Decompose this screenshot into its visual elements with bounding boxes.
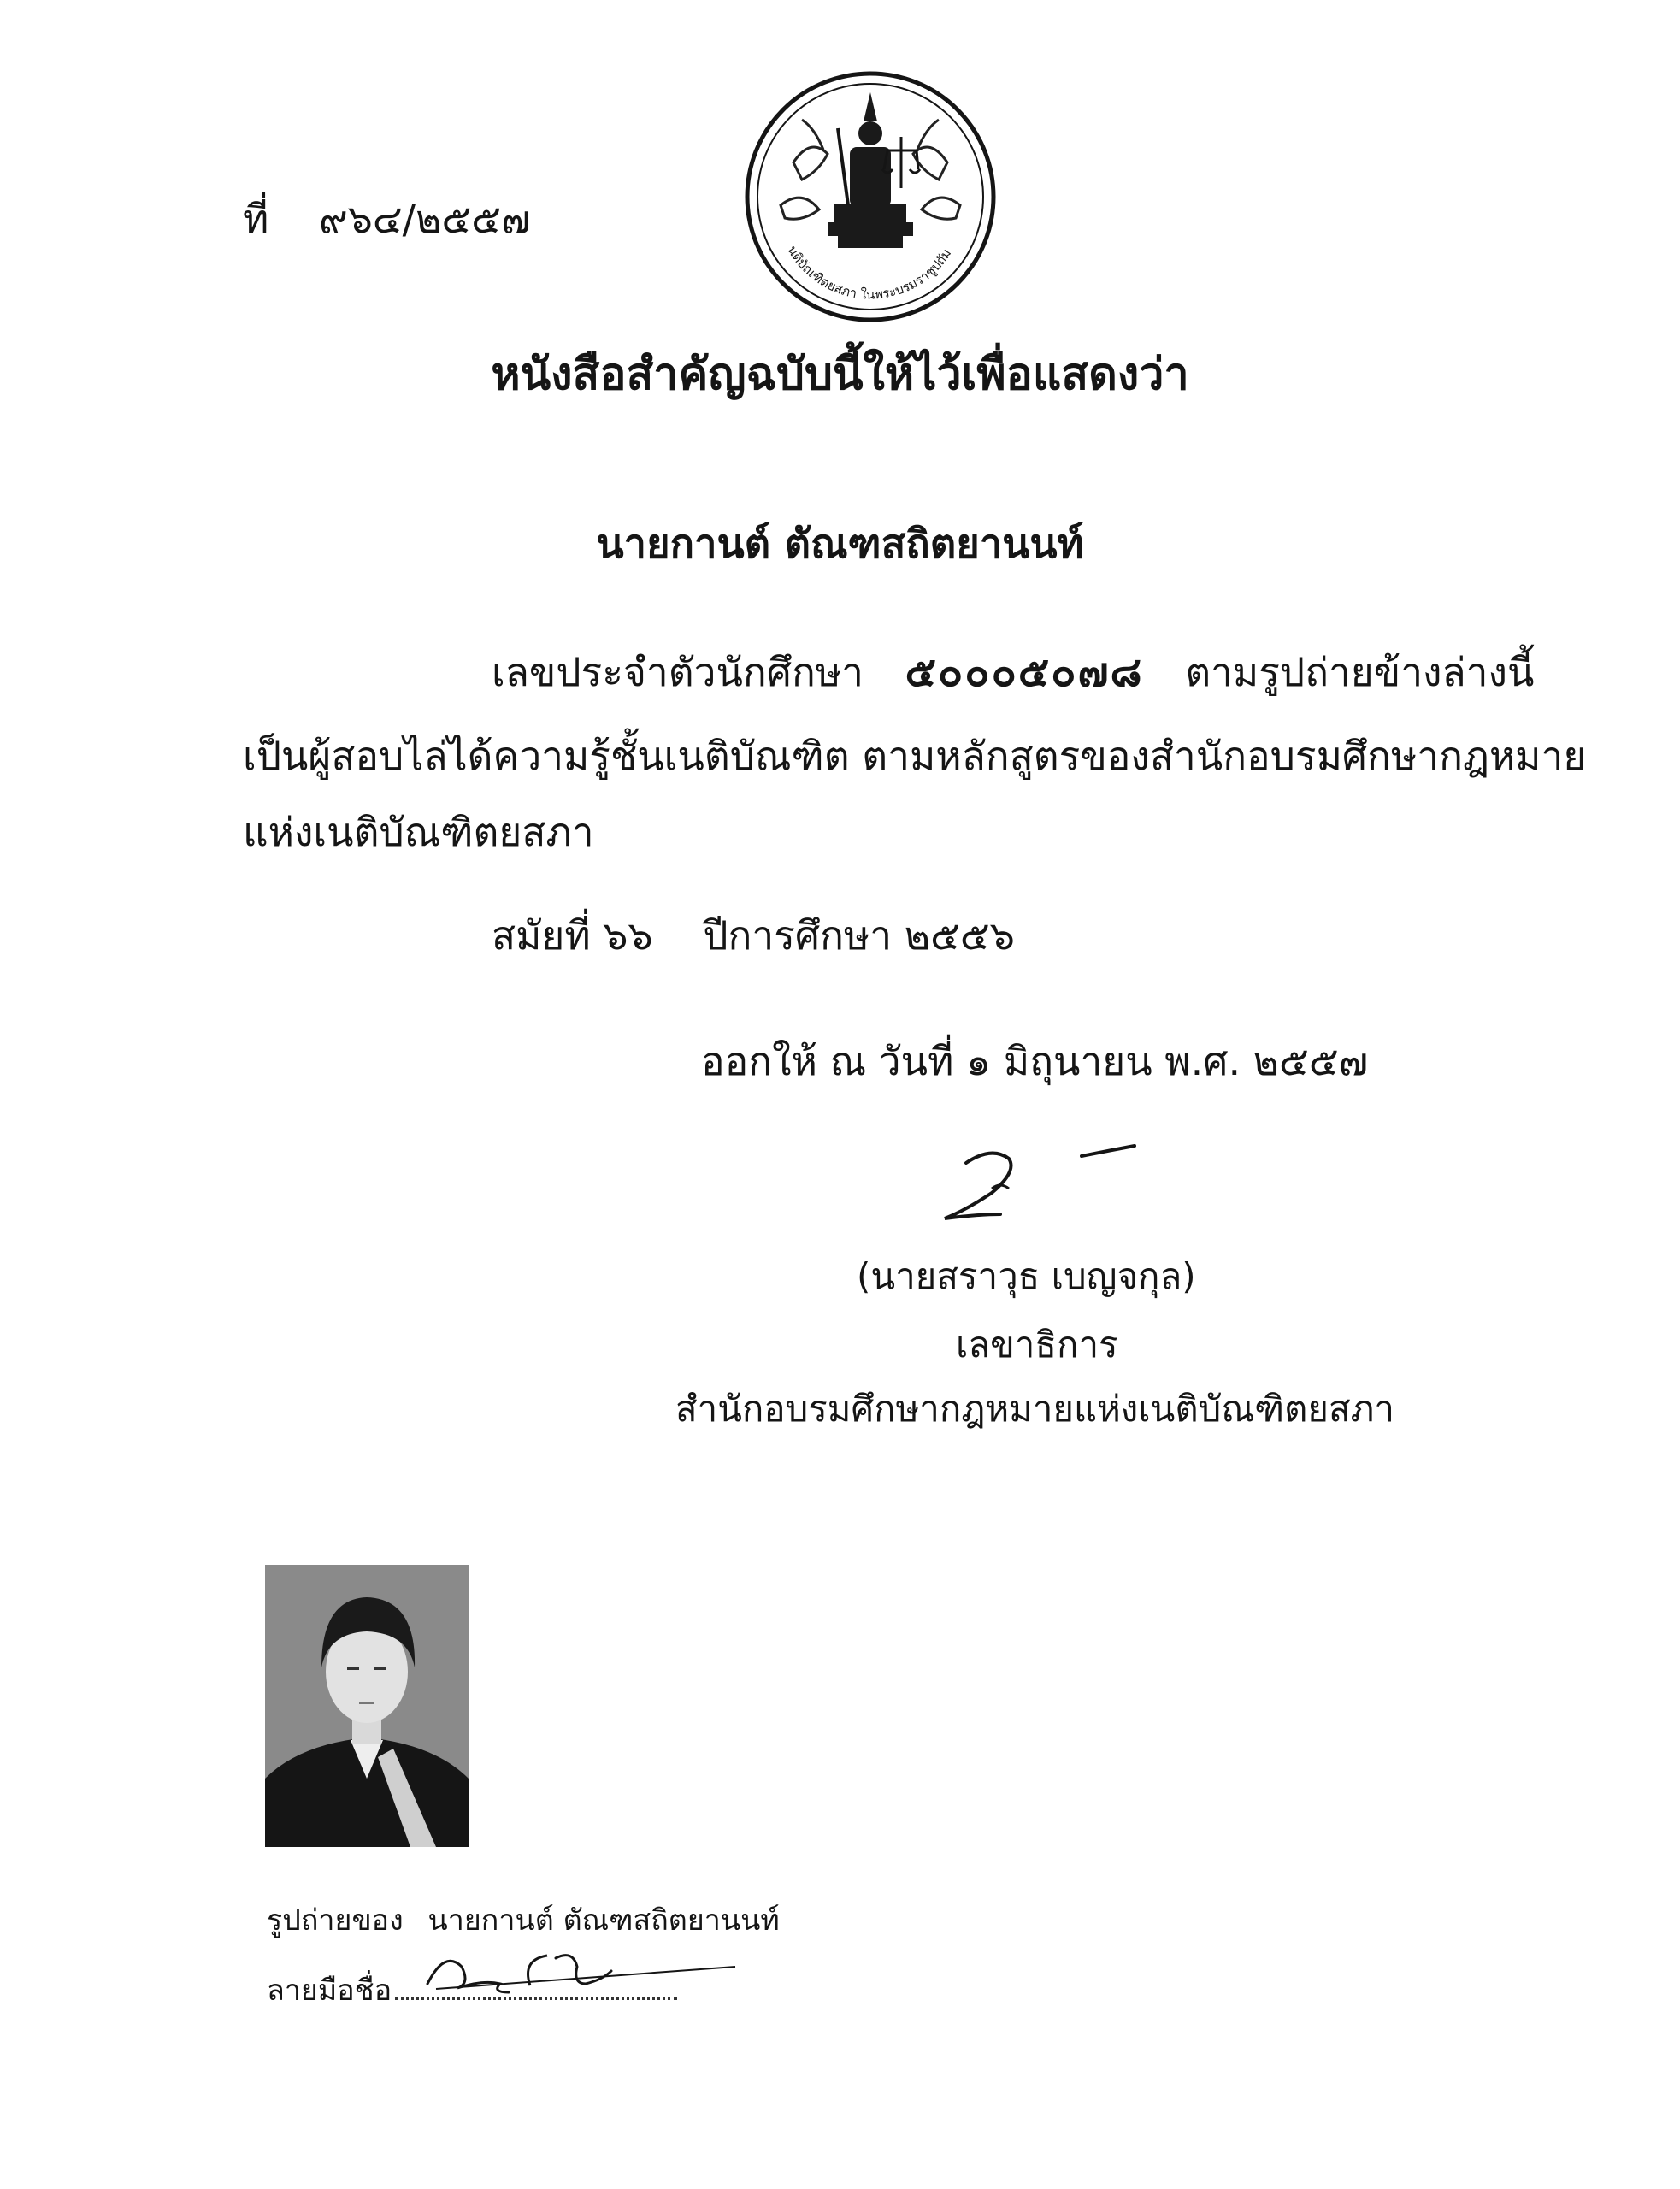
issue-date: ออกให้ ณ วันที่ ๑ มิถุนายน พ.ศ. ๒๕๕๗ xyxy=(701,1038,1369,1084)
photo-caption-label: รูปถ่ายของ xyxy=(267,1903,404,1938)
signer-organization: สำนักอบรมศึกษากฎหมายแห่งเนติบัณฑิตยสภา xyxy=(675,1388,1394,1430)
student-id-number: ๕๐๐๐๕๐๗๘ xyxy=(905,648,1144,696)
svg-text:เนติบัณฑิตยสภา ในพระบรมราชูปถั xyxy=(742,68,954,303)
photo-caption-name: นายกานต์ ตัณฑสถิตยานนท์ xyxy=(427,1903,780,1938)
signer-title: เลขาธิการ xyxy=(956,1324,1118,1366)
session-line xyxy=(492,905,1015,967)
session-number: สมัยที่ ๖๖ xyxy=(492,912,653,959)
student-id-line xyxy=(492,640,1534,705)
certificate-heading: หนังสือสำคัญฉบับนี้ให้ไว้เพื่อแสดงว่า xyxy=(491,349,1189,400)
recipient-name: นายกานต์ ตัณฑสถิตยานนท์ xyxy=(596,521,1084,568)
reference-label: ที่ xyxy=(243,196,269,242)
institution-seal xyxy=(742,68,999,325)
student-photo xyxy=(265,1565,469,1847)
secretary-signature xyxy=(932,1137,1163,1231)
student-id-label: เลขประจำตัวนักศึกษา xyxy=(492,649,864,695)
reference-number: ๙๖๔/๒๕๕๗ xyxy=(318,196,531,242)
signer-name: (นายสราวุธ เบญจกุล) xyxy=(857,1255,1196,1297)
body-line-2: แห่งเนติบัณฑิตยสภา xyxy=(243,809,594,855)
student-id-suffix: ตามรูปถ่ายข้างล่างนี้ xyxy=(1185,649,1535,695)
body-line-1: เป็นผู้สอบไล่ได้ความรู้ชั้นเนติบัณฑิต ตามหลักสูตรของสำนักอบรมศึกษากฎหมาย xyxy=(243,733,1587,779)
seal-text: นติบัณฑิตยสภา ในพระบรมราชูปถัม xyxy=(784,243,955,303)
student-signature xyxy=(402,1932,744,2009)
academic-year: ปีการศึกษา ๒๕๕๖ xyxy=(703,912,1015,959)
reference-line xyxy=(243,188,531,251)
signature-label: ลายมือชื่อ xyxy=(267,1974,392,2008)
